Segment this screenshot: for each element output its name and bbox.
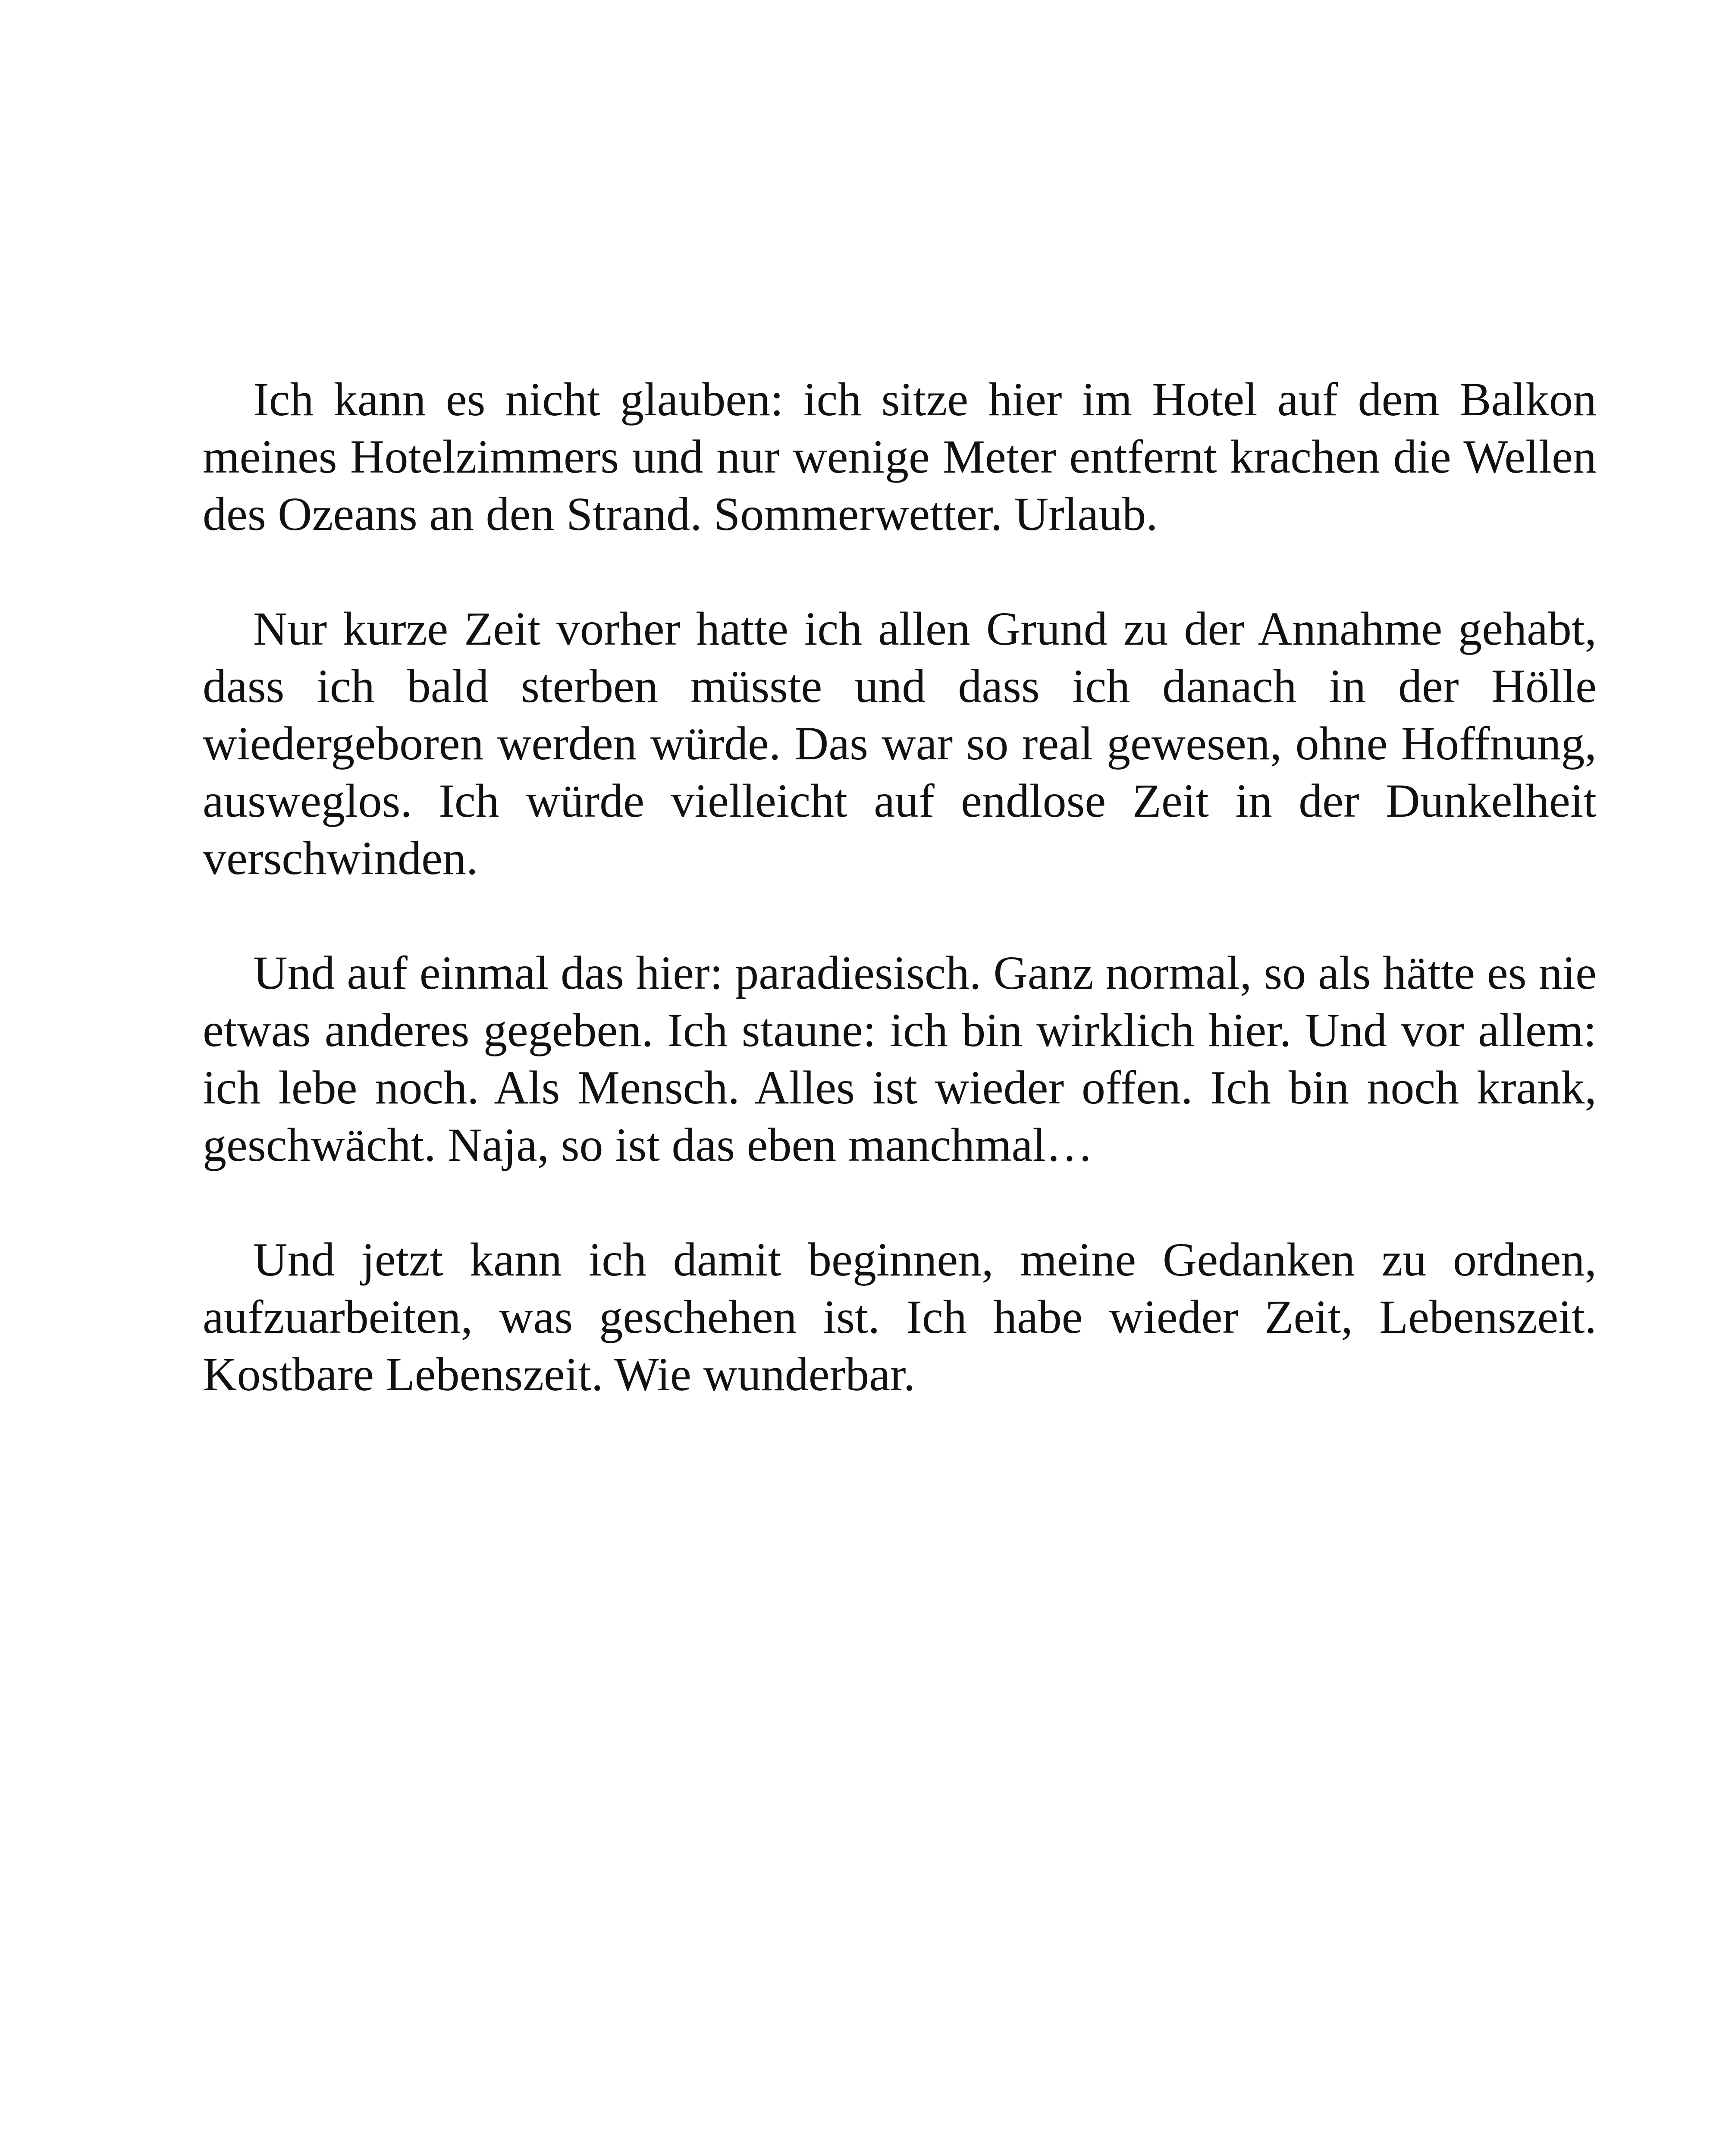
paragraph-2: Nur kurze Zeit vorher hatte ich allen Grund zu der Annahme gehabt, dass ich bald sterben müsste und dass ich danach in der Hölle wiedergeboren werden würde. Das war so real gewesen, ohne Hoffnung, ausweglos. Ich würde vielleicht auf endlose Zeit in der Dunkelheit verschwinden.	[203, 602, 1597, 884]
paragraph-4: Und jetzt kann ich damit beginnen, meine Gedanken zu ordnen, aufzuarbeiten, was geschehen ist. Ich habe wieder Zeit, Lebenszeit. Kostbare Lebenszeit. Wie wunderbar.	[203, 1233, 1597, 1401]
paragraph-1: Ich kann es nicht glauben: ich sitze hier im Hotel auf dem Balkon meines Hotelzimmers und nur wenige Meter entfernt krachen die Wellen des Ozeans an den Strand. Sommerwetter. Urlaub.	[203, 373, 1597, 540]
body-text	[203, 371, 1597, 1460]
paragraph-3: Und auf einmal das hier: paradiesisch. Ganz normal, so als hätte es nie etwas anderes gegeben. Ich staune: ich bin wirklich hier. Und vor allem: ich lebe noch. Als Mensch. Alles ist wieder offen. Ich bin noch krank, geschwächt. Naja, so ist das eben manchmal…	[203, 946, 1597, 1171]
